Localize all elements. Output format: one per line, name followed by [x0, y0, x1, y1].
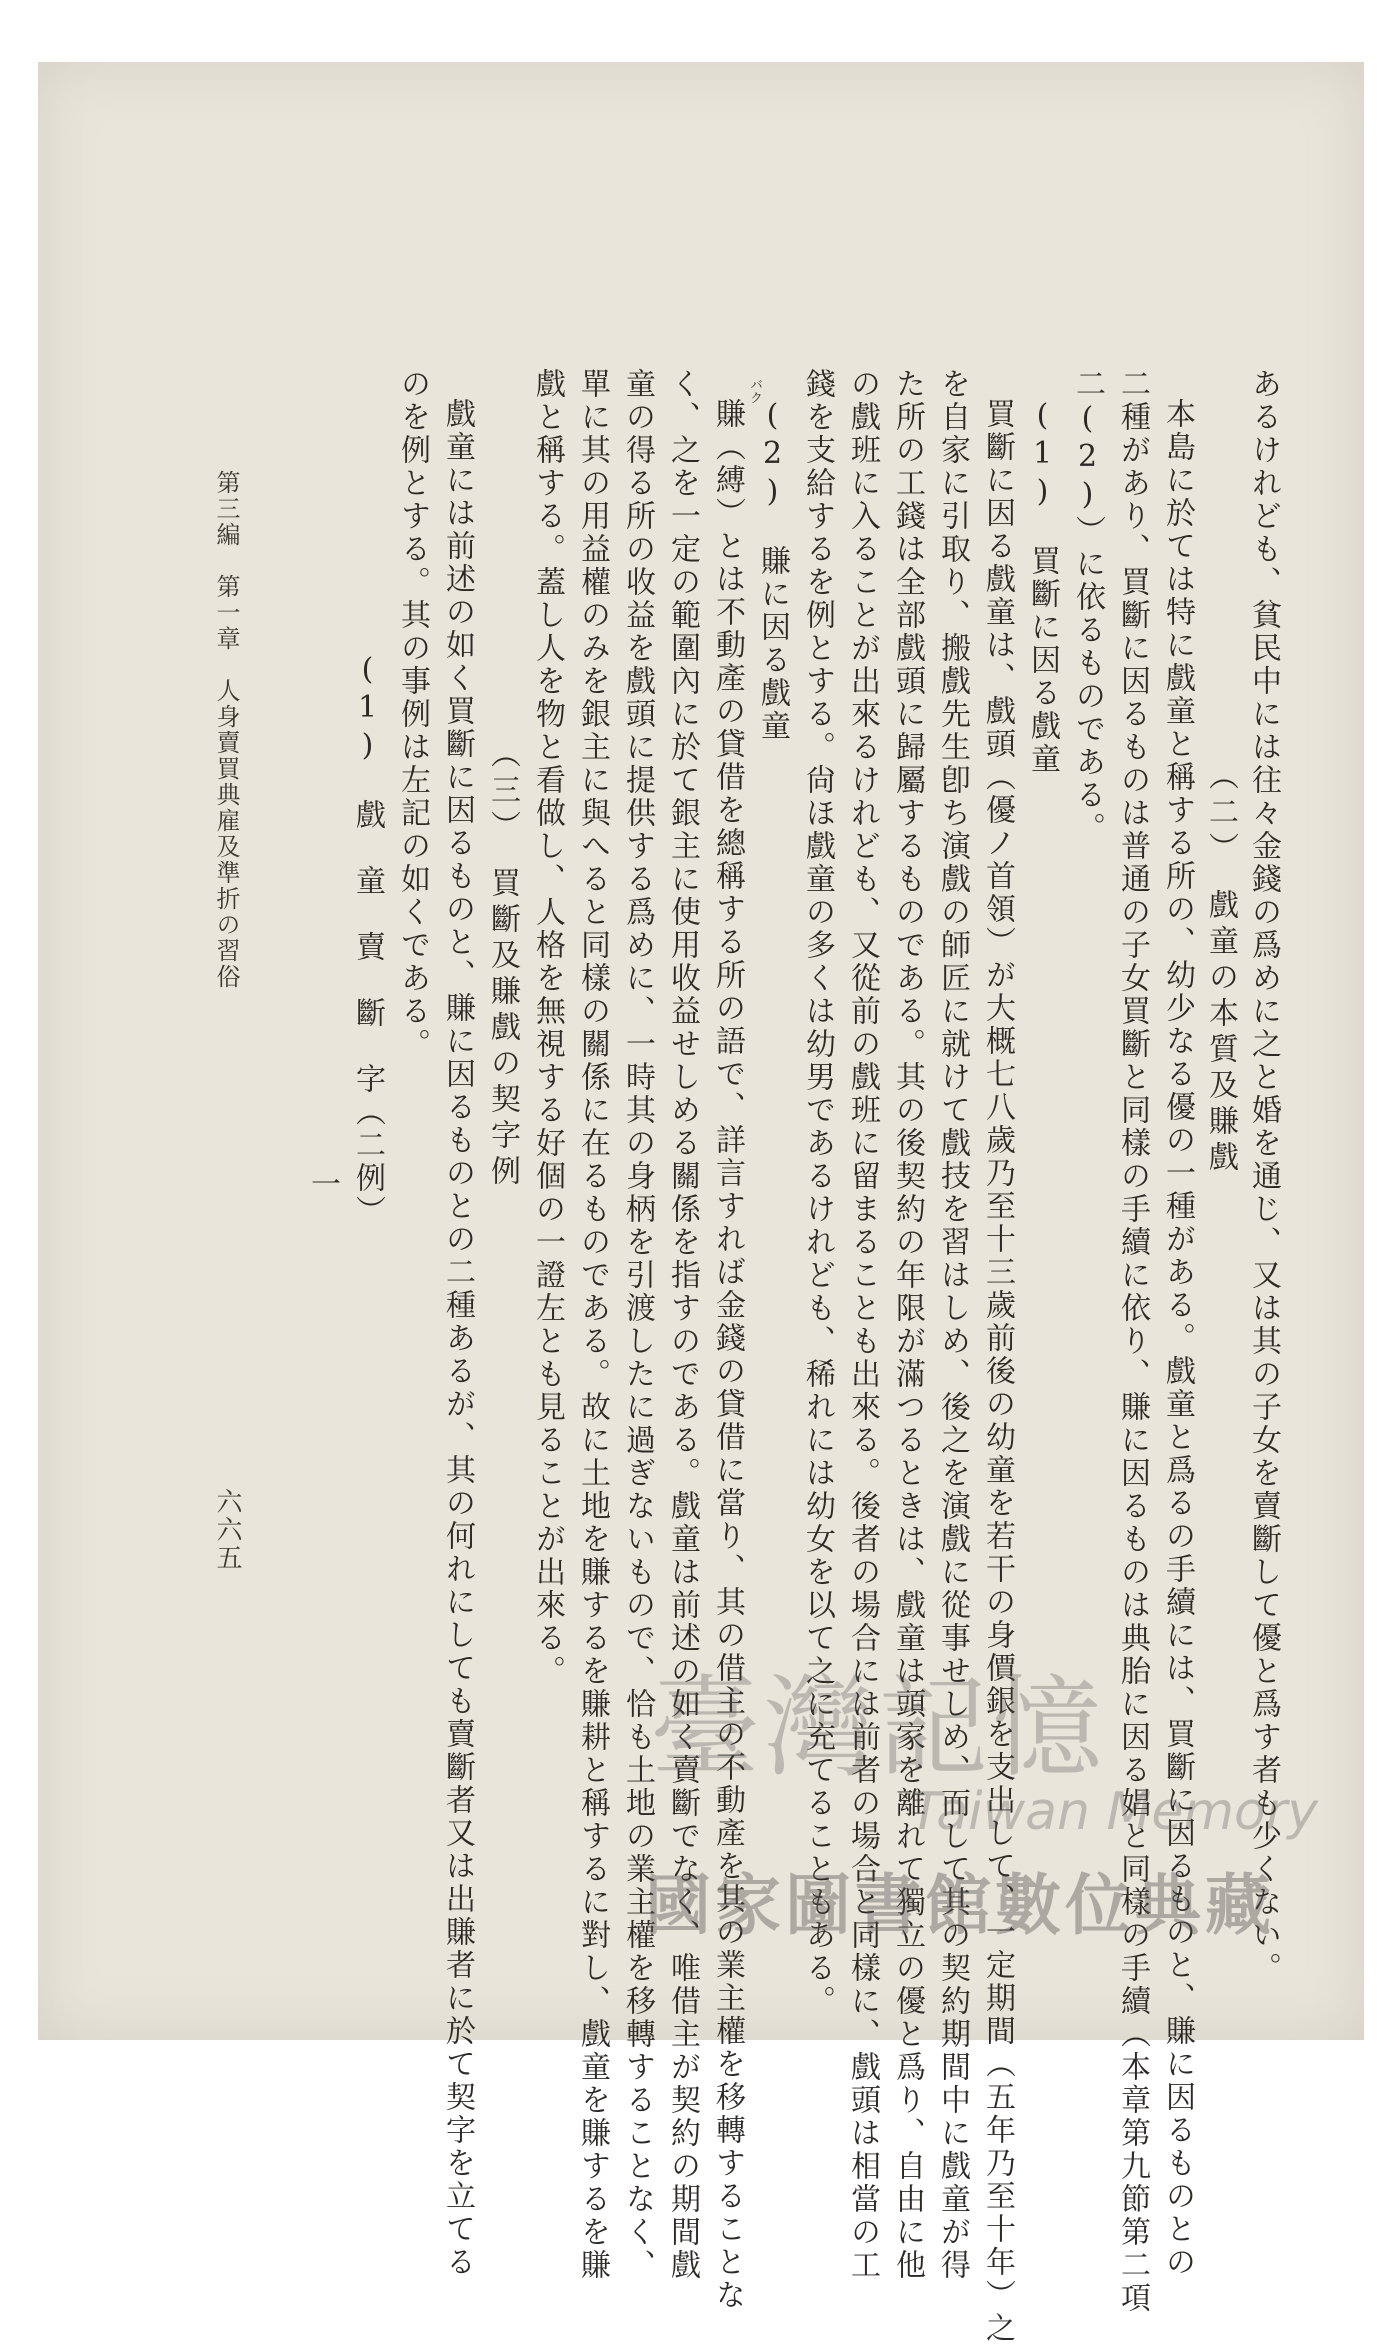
text-column-16: のを例とする。其の事例は左記の如くである。 — [395, 368, 430, 1061]
text-column-1: あるけれども、貧民中には往々金錢の爲めに之と婚を通じ、又は其の子女を賣斷して優と爲す者も少くない。 — [1246, 368, 1281, 1985]
text-column-6: を自家に引取り、搬戲先生卽ち演戲の師匠に就けて戲技を習はしめ、後之を演戲に從事せしめ、而して其の契約期間中に戲童が得 — [935, 368, 970, 2282]
page-number: 六六五 — [212, 1488, 242, 1572]
text-column-4: 二(2)）に依るものである。 — [1070, 368, 1105, 845]
text-column-7: た所の工錢は全部戲頭に歸屬するものである。其の後契約の年限が滿つるときは、戲童は頭家を離れて獨立の優と爲り、自由に他 — [890, 368, 925, 2282]
text-column-11: く、之を一定の範圍內に於て銀主に使用收益せしめる關係を指すのである。戲童は前述の如く賣斷でなく、唯借主が契約の期間戲 — [665, 368, 700, 2282]
text-column-10: 賺（縛）とは不動產の貸借を總稱する所の語で、詳言すれば金錢の貸借に當り、其の借主の不動產を其の業主權を移轉することな — [710, 398, 745, 2312]
subheading-1: (1) 買斷に因る戲童 — [1025, 398, 1060, 776]
watermark-library-name: 國家圖書館數位典藏 — [645, 1867, 1275, 1944]
text-column-15: 戲童には前述の如く買斷に因るものと、賺に因るものとの二種あるが、其の何れにしても賣斷者又は出賺者に於て契字を立てる — [440, 398, 475, 2279]
text-column-3: 二種があり、買斷に因るものは普通の子女買斷と同樣の手續に依り、賺に因るものは典胎に因る娼と同樣の手續（本章第九節第二項 — [1115, 368, 1150, 2315]
ruby-reading: バク — [747, 378, 762, 404]
subheading-3: (1) 戲 童 賣 斷 字（二例） — [350, 652, 385, 1228]
text-column-13: 單に其の用益權のみを銀主に與へると同樣の關係に在るものである。故に土地を賺するを賺耕と稱するに對し、戲童を賺するを賺 — [575, 368, 610, 2282]
watermark-english: Taiwan Memory — [910, 1782, 1318, 1842]
text-column-8: の戲班に入ることが出來るけれども、又從前の戲班に留まることも出來る。後者の場合には前者の場合と同樣に、戲頭は相當の工 — [845, 368, 880, 2282]
text-column-9: 錢を支給するを例とする。尙ほ戲童の多くは幼男であるけれども、稀れには幼女を以て之に充てることもある。 — [800, 368, 835, 2018]
watermark-logo-text: 臺灣記憶 — [650, 1664, 1106, 1792]
running-head: 第三編 第一章 人身賣買典雇及準折の習俗 — [212, 470, 240, 990]
section-heading-3: （三） 買斷及賺戲の契字例 — [485, 738, 520, 1191]
item-number: 一 — [305, 1168, 340, 1201]
text-column-12: 童の得る所の收益を戲頭に提供する爲めに、一時其の身柄を引渡したに過ぎないもので、恰も土地の業主權を移轉することなく、 — [620, 368, 655, 2282]
text-column-5: 買斷に因る戲童は、戲頭（優ノ首領）が大概七八歲乃至十三歲前後の幼童を若干の身價銀を支出して、一定期間（五年乃至十年）之 — [980, 398, 1015, 2345]
section-heading-2: （二） 戲童の本質及賺戲 — [1203, 760, 1238, 1177]
text-column-2: 本島に於ては特に戲童と稱する所の、幼少なる優の一種がある。戲童と爲るの手續には、買斷に因るものと、賺に因るものとの — [1160, 398, 1195, 2279]
subheading-2: (2) 賺に因る戲童 — [755, 398, 790, 743]
text-column-14: 戲と稱する。蓋し人を物と看做し、人格を無視する好個の一證左とも見ることが出來る。 — [530, 368, 565, 1688]
